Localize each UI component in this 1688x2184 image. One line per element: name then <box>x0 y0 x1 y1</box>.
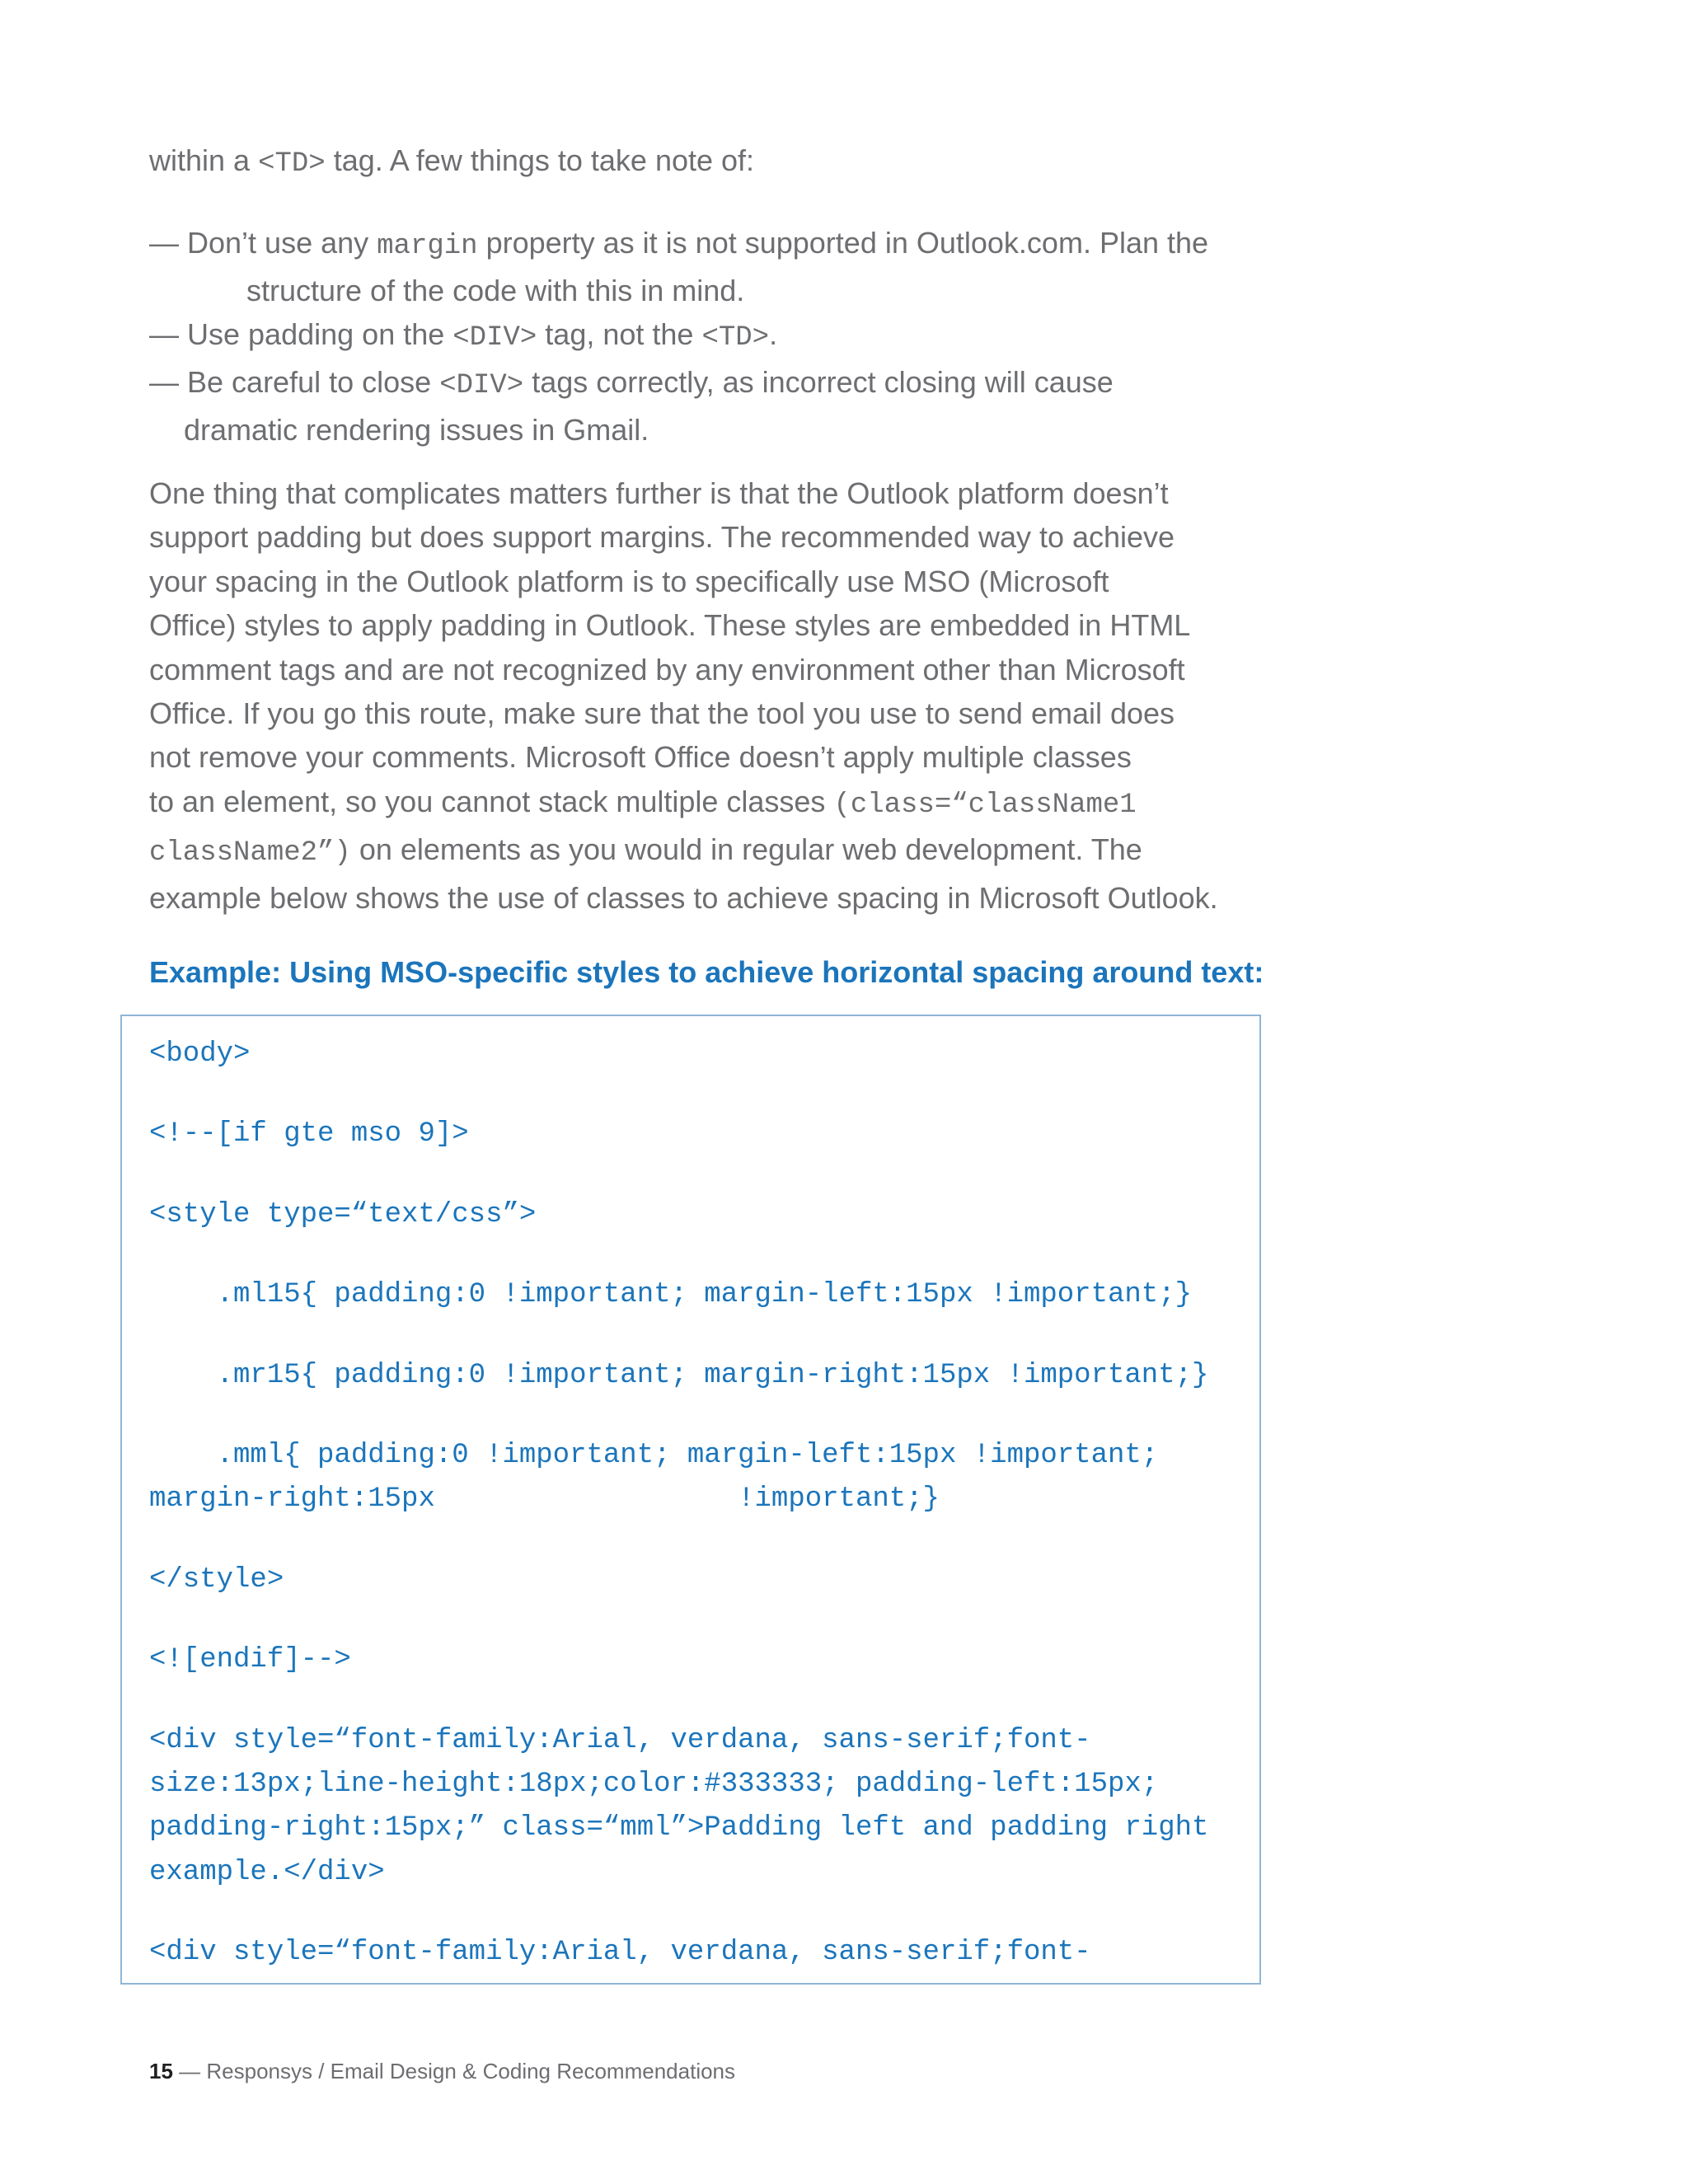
inline-code-div: <DIV> <box>452 322 537 354</box>
inline-code-margin: margin <box>377 231 478 262</box>
paragraph-line: not remove your comments. Microsoft Office doesn’t apply multiple classes <box>149 740 1132 775</box>
paragraph-line: example below shows the use of classes to achieve spacing in Microsoft Outlook. <box>149 880 1218 915</box>
code-line: size:13px;line-height:18px;color:#333333; padding-left:15px; <box>149 1769 1159 1801</box>
intro-text-after: tag. A few things to take note of: <box>325 143 755 177</box>
list-item <box>149 221 1303 312</box>
bullet-dash: — <box>149 317 188 351</box>
intro-text-before: within a <box>149 143 259 177</box>
paragraph-text: to an element, so you cannot stack multiple classes <box>149 784 834 818</box>
code-line: <style type=“text/css”> <box>149 1198 537 1230</box>
body-paragraph <box>149 471 1287 920</box>
bullet-text: tag, not the <box>537 317 702 351</box>
bullet-text: . <box>769 317 778 351</box>
bullet-dash: — <box>149 365 188 399</box>
code-example-box <box>120 1015 1261 1985</box>
bullet-text: tags correctly, as incorrect closing will cause <box>523 365 1114 399</box>
bullet-text: Use padding on the <box>187 317 453 351</box>
code-line: margin-right:15px !important;} <box>149 1483 940 1516</box>
bullet-text: Don’t use any <box>187 226 377 260</box>
bullet-text: property as it is not supported in Outlook.com. Plan the <box>477 226 1209 260</box>
code-line: example.</div> <box>149 1856 385 1888</box>
intro-line <box>149 138 1287 186</box>
page-number: 15 <box>149 2059 173 2083</box>
inline-code-div: <DIV> <box>439 370 524 401</box>
paragraph-line: Office) styles to apply padding in Outlook. These styles are embedded in HTML <box>149 608 1191 643</box>
code-line: .ml15{ padding:0 !important; margin-left:15px !important;} <box>149 1279 1193 1311</box>
inline-code-class: className2”) <box>149 837 351 869</box>
page-footer <box>149 2056 735 2086</box>
list-item <box>149 360 1303 452</box>
footer-title: Responsys / Email Design & Coding Recommendations <box>206 2059 736 2083</box>
code-line: padding-right:15px;” class=“mml”>Padding left and padding right <box>149 1812 1209 1844</box>
bullet-text: Be careful to close <box>187 365 440 399</box>
paragraph-text: on elements as you would in regular web development. The <box>350 832 1142 867</box>
code-line: <![endif]--> <box>149 1644 351 1676</box>
paragraph-line: comment tags and are not recognized by any environment other than Microsoft <box>149 652 1185 687</box>
example-heading: Example: Using MSO-specific styles to achieve horizontal spacing around text: <box>149 955 1264 989</box>
code-line: .mr15{ padding:0 !important; margin-right:15px !important;} <box>149 1359 1209 1391</box>
code-line: </style> <box>149 1563 284 1596</box>
inline-code-td: <TD> <box>258 148 326 180</box>
inline-code-class: (class=“className1 <box>833 789 1137 821</box>
paragraph-line <box>149 780 1287 827</box>
code-line: .mml{ padding:0 !important; margin-left:15px !important; <box>149 1440 1159 1472</box>
inline-code-td: <TD> <box>701 322 770 354</box>
footer-separator: — <box>172 2059 207 2083</box>
paragraph-line <box>149 827 1287 875</box>
code-line: <div style=“font-family:Arial, verdana, sans-serif;font- <box>149 1937 1091 1969</box>
bullet-continuation: dramatic rendering issues in Gmail. <box>184 413 649 447</box>
paragraph-line: your spacing in the Outlook platform is to specifically use MSO (Microsoft <box>149 564 1109 598</box>
code-line: <!--[if gte mso 9]> <box>149 1118 469 1151</box>
code-line: <body> <box>149 1038 251 1070</box>
paragraph-line: Office. If you go this route, make sure that the tool you use to send email does <box>149 696 1175 731</box>
paragraph-line: support padding but does support margins. The recommended way to achieve <box>149 520 1175 555</box>
bullet-dash: — <box>149 226 188 260</box>
code-block <box>149 1033 1208 1975</box>
code-line: <div style=“font-family:Arial, verdana, sans-serif;font- <box>149 1724 1091 1756</box>
paragraph-line: One thing that complicates matters further is that the Outlook platform doesn’t <box>149 476 1169 510</box>
list-item <box>149 312 1303 360</box>
bullet-continuation: structure of the code with this in mind. <box>246 274 745 307</box>
notes-list <box>149 221 1303 452</box>
